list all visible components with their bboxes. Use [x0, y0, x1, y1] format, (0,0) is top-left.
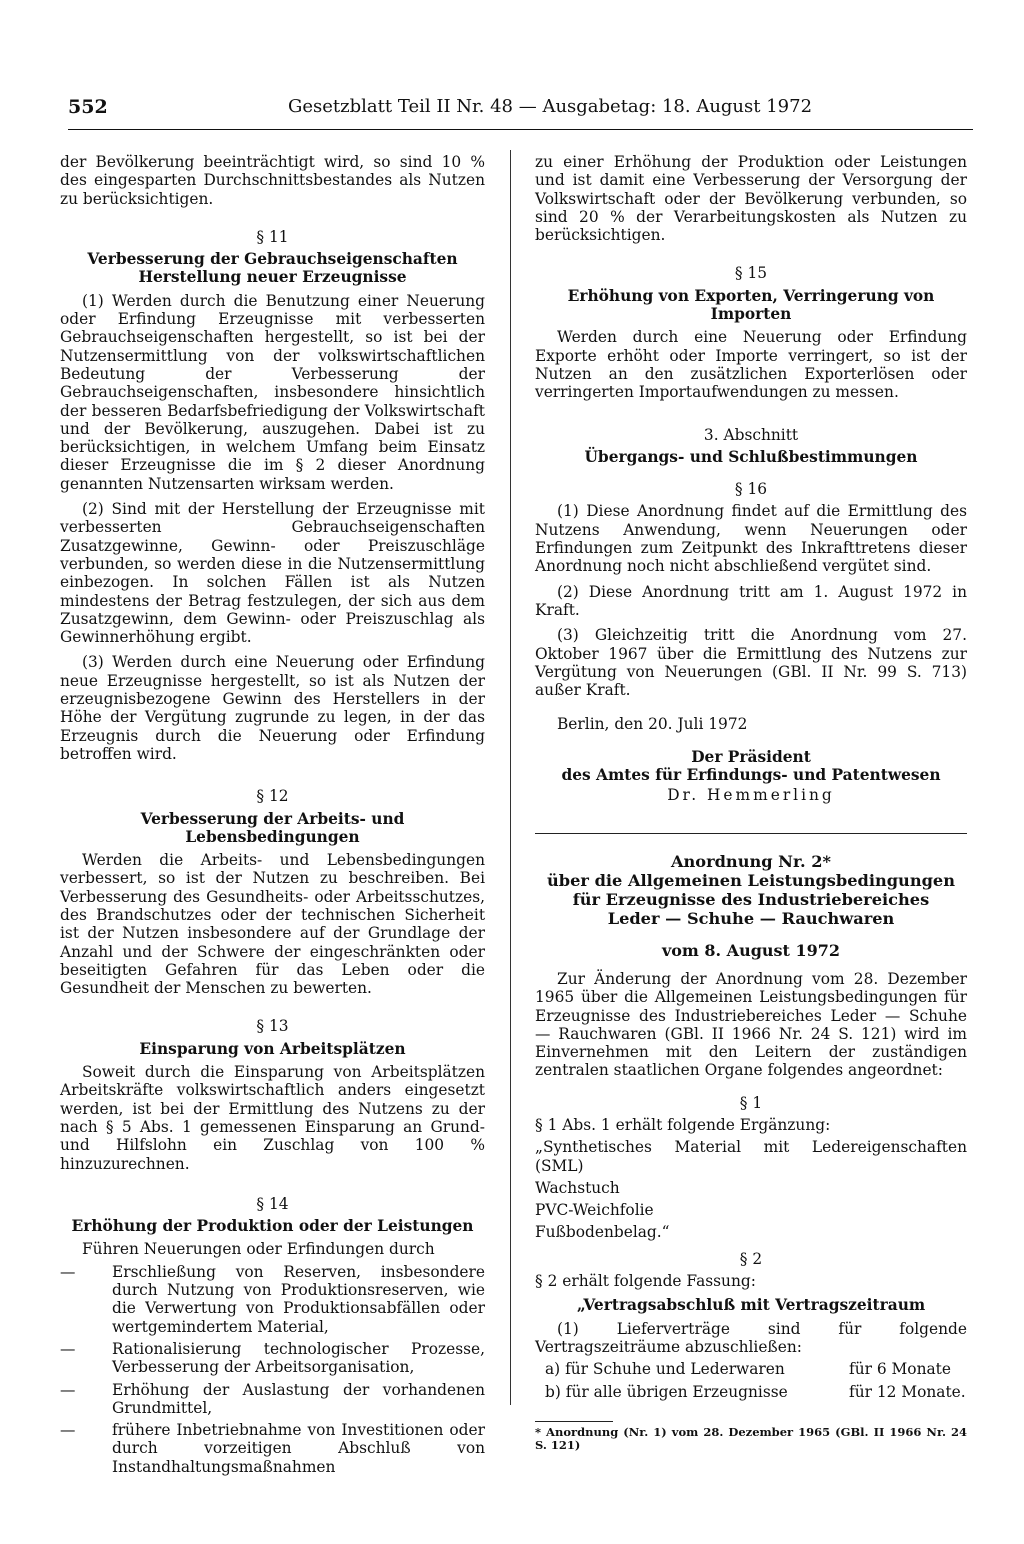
ordinance-title — [535, 852, 967, 928]
section-11-para-3: (3) Werden durch eine Neuerung oder Erfindung neue Erzeugnisse hergestellt, so ist als Nutzen der erzeugnisbezogene Gewinn des Herstellers in der Höhe der Vergütung zugrunde zu legen, in der das Erzeugnis durch die Neuerung oder Erfindung betroffen wird. — [60, 653, 485, 763]
contract-period-label: b) für alle übrigen Erzeugnisse — [545, 1382, 788, 1401]
dash-marker: — — [60, 1380, 76, 1399]
ordinance-intro: Zur Änderung der Anordnung vom 28. Dezember 1965 über die Allgemeinen Leistungsbedingungen für Erzeugnisse des Industriebereiches Leder — Schuhe — Rauchwaren (GBl. II 1966 Nr. 24 S. 121) wird im Einvernehmen mit den Leitern der zuständigen zentralen staatlichen Organe folgendes angeordnet: — [535, 969, 967, 1080]
section-12-para-1: Werden die Arbeits- und Lebensbedingungen verbessert, so ist der Nutzen zu beschreiben. Bei Verbesserung des Gesundheits- oder Arbeitsschutzes, des Brandschutzes oder der technischen Sicherheit ist der Nutzen insbesondere auf der Grundlage der Anzahl und der Schwere der eingeschränkten oder beseitigten Gefahren für das Leben oder die Gesundheit der Menschen zu bewerten. — [60, 851, 485, 998]
section-11-para-1: (1) Werden durch die Benutzung einer Neuerung oder Erfindung Erzeugnisse mit verbesserten Gebrauchseigenschaften hergestellt, so ist bei der Nutzensermittlung von der volkswirtschaftlichen Bedeutung der Verbesserung der Gebrauchseigenschaften, insbesondere hinsichtlich der besseren Bedarfsbefriedigung der Volkswirtschaft und der Bevölkerung, auszugehen. Dabei ist zu berücksichtigen, in welchem Umfang beim Einsatz dieser Erzeugnisse die im § 2 dieser Anordnung genannten Nutzensarten wirksam werden. — [60, 291, 485, 493]
left-column — [60, 153, 485, 1480]
ordinance-section-1-number: § 1 — [739, 1093, 763, 1112]
ordinance-section-2-intro: § 2 erhält folgende Fassung: — [535, 1272, 756, 1291]
signature-block — [535, 748, 967, 805]
section-14-list — [60, 1263, 485, 1476]
signature-line-1: Der Präsident — [691, 747, 811, 766]
section-14-intro: Führen Neuerungen oder Erfindungen durch — [82, 1240, 435, 1259]
list-item-text: Erhöhung der Auslastung der vorhandenen Grundmittel, — [112, 1380, 485, 1417]
ordinance-section-1-intro: § 1 Abs. 1 erhält folgende Ergänzung: — [535, 1115, 831, 1134]
list-item — [60, 1340, 485, 1377]
footnote-rule — [535, 1421, 613, 1422]
section-14-title: Erhöhung der Produktion oder der Leistungen — [71, 1217, 474, 1236]
dash-marker: — — [60, 1421, 76, 1440]
amendment-list — [535, 1138, 967, 1241]
page-header — [68, 96, 972, 132]
amendment-line: Wachstuch — [535, 1178, 620, 1197]
contract-period-row — [535, 1360, 967, 1378]
section-13-title: Einsparung von Arbeitsplätzen — [139, 1039, 406, 1058]
signatory-name: Dr. Hemmerling — [667, 786, 835, 805]
section-13-para-1: Soweit durch die Einsparung von Arbeitsplätzen Arbeitskräfte volkswirtschaftlich anders eingesetzt werden, ist bei der Ermittlung des Nutzens zu der nach § 5 Abs. 1 gemessenen Einsparung an Grund- und Hilfslohn ein Zuschlag von 100 % hinzuzurechnen. — [60, 1063, 485, 1173]
section-12-number: § 12 — [256, 787, 289, 806]
ordinance-title-line1: Anordnung Nr. 2* — [670, 851, 832, 871]
amendment-line: „Synthetisches Material mit Ledereigenschaften (SML) — [535, 1138, 967, 1175]
footnote: * Anordnung (Nr. 1) vom 28. Dezember 1965 (GBl. II 1966 Nr. 24 S. 121) — [535, 1424, 967, 1452]
signature-line-2: des Amtes für Erfindungs- und Patentwesen — [561, 766, 941, 785]
list-item — [60, 1421, 485, 1476]
contract-period-row — [535, 1383, 967, 1401]
ordinance-section-2-title: „Vertragsabschluß mit Vertragszeitraum — [576, 1296, 926, 1315]
contract-period-table — [535, 1360, 967, 1401]
section-16-para-3: (3) Gleichzeitig tritt die Anordnung vom 27. Oktober 1967 über die Ermittlung des Nutzens zur Vergütung von Neuerungen (GBl. II Nr. 99 S. 713) außer Kraft. — [535, 626, 967, 700]
ordinance-title-line2: über die Allgemeinen Leistungsbedingungen — [547, 870, 955, 890]
section-11-para-2: (2) Sind mit der Herstellung der Erzeugnisse mit verbesserten Gebrauchseigenschaften Zusatzgewinne, Gewinn- oder Preiszuschläge verbunden, so werden diese in die Nutzensermittlung einbezogen. In solchen Fällen ist als Nutzen mindestens der Betrag festzulegen, der sich aus dem Zusatzgewinn, dem Gewinn- oder Preiszuschlag als Gewinnerhöhung ergibt. — [60, 500, 485, 647]
section-11-title-line2: Herstellung neuer Erzeugnisse — [138, 268, 407, 287]
contract-period-value: für 6 Monate — [849, 1360, 951, 1379]
header-title: Gesetzblatt Teil II Nr. 48 — Ausgabetag: 18. August 1972 — [288, 96, 813, 117]
list-item — [60, 1381, 485, 1418]
abschnitt-title: Übergangs- und Schlußbestimmungen — [584, 447, 918, 466]
ordinance-title-line4: Leder — Schuhe — Rauchwaren — [607, 908, 895, 928]
page-number: 552 — [68, 96, 108, 118]
contract-period-value: für 12 Monate. — [849, 1382, 966, 1401]
section-14-number: § 14 — [256, 1194, 289, 1213]
contract-period-label: a) für Schuhe und Lederwaren — [545, 1360, 785, 1379]
section-11-number: § 11 — [256, 227, 289, 246]
dash-marker: — — [60, 1339, 76, 1358]
section-16-number: § 16 — [734, 480, 768, 499]
abschnitt-number: 3. Abschnitt — [703, 425, 799, 444]
list-item-text: Erschließung von Reserven, insbesondere durch Nutzung von Produktionsreserven, wie die Verwertung von Produktionsabfällen oder wertgemindertem Material, — [112, 1262, 485, 1336]
intro-paragraph: der Bevölkerung beeinträchtigt wird, so sind 10 % des eingesparten Durchschnittsbestandes als Nutzen zu berücksichtigen. — [60, 153, 485, 208]
section-16-para-1: (1) Diese Anordnung findet auf die Ermittlung des Nutzens Anwendung, wenn Neuerungen oder Erfindungen zum Zeitpunkt des Inkrafttretens dieser Anordnung noch nicht abschließend vergütet sind. — [535, 502, 967, 576]
ordinance-title-line3: für Erzeugnisse des Industriebereiches — [572, 889, 930, 909]
section-15-title: Erhöhung von Exporten, Verringerung von Importen — [567, 286, 935, 324]
dash-marker: — — [60, 1262, 76, 1281]
amendment-line: PVC-Weichfolie — [535, 1201, 654, 1220]
column-divider — [510, 150, 511, 1405]
section-13-number: § 13 — [256, 1017, 289, 1036]
ordinance-section-2-para-1: (1) Lieferverträge sind für folgende Vertragszeiträume abzuschließen: — [535, 1319, 967, 1356]
list-item — [60, 1263, 485, 1336]
ordinance-date: vom 8. August 1972 — [661, 940, 841, 960]
section-15-number: § 15 — [734, 264, 768, 283]
section-11-title-line1: Verbesserung der Gebrauchseigenschaften — [87, 250, 458, 269]
amendment-line: Fußbodenbelag.“ — [535, 1223, 670, 1242]
section-12-title: Verbesserung der Arbeits- und Lebensbedingungen — [140, 809, 405, 846]
header-rule — [68, 129, 973, 130]
section-15-para-1: Werden durch eine Neuerung oder Erfindung Exporte erhöht oder Importe verringert, so ist der Nutzen an den zusätzlichen Exporterlösen oder verringerten Importaufwendungen zu messen. — [535, 328, 967, 402]
continuation-paragraph: zu einer Erhöhung der Produktion oder Leistungen und ist damit eine Verbesserung der Versorgung der Volkswirtschaft oder der Bevölkerung verbunden, so sind 20 % der Verarbeitungskosten als Nutzen zu berücksichtigen. — [535, 153, 967, 245]
place-date: Berlin, den 20. Juli 1972 — [557, 715, 748, 734]
right-column — [535, 153, 967, 1452]
section-16-para-2: (2) Diese Anordnung tritt am 1. August 1972 in Kraft. — [535, 582, 967, 619]
list-item-text: frühere Inbetriebnahme von Investitionen oder durch vorzeitigen Abschluß von Instandhaltungsmaßnahmen — [112, 1421, 485, 1476]
ordinance-rule — [535, 833, 967, 834]
ordinance-section-2-number: § 2 — [739, 1249, 763, 1268]
list-item-text: Rationalisierung technologischer Prozesse, Verbesserung der Arbeitsorganisation, — [112, 1339, 485, 1377]
section-11-title — [60, 250, 485, 287]
